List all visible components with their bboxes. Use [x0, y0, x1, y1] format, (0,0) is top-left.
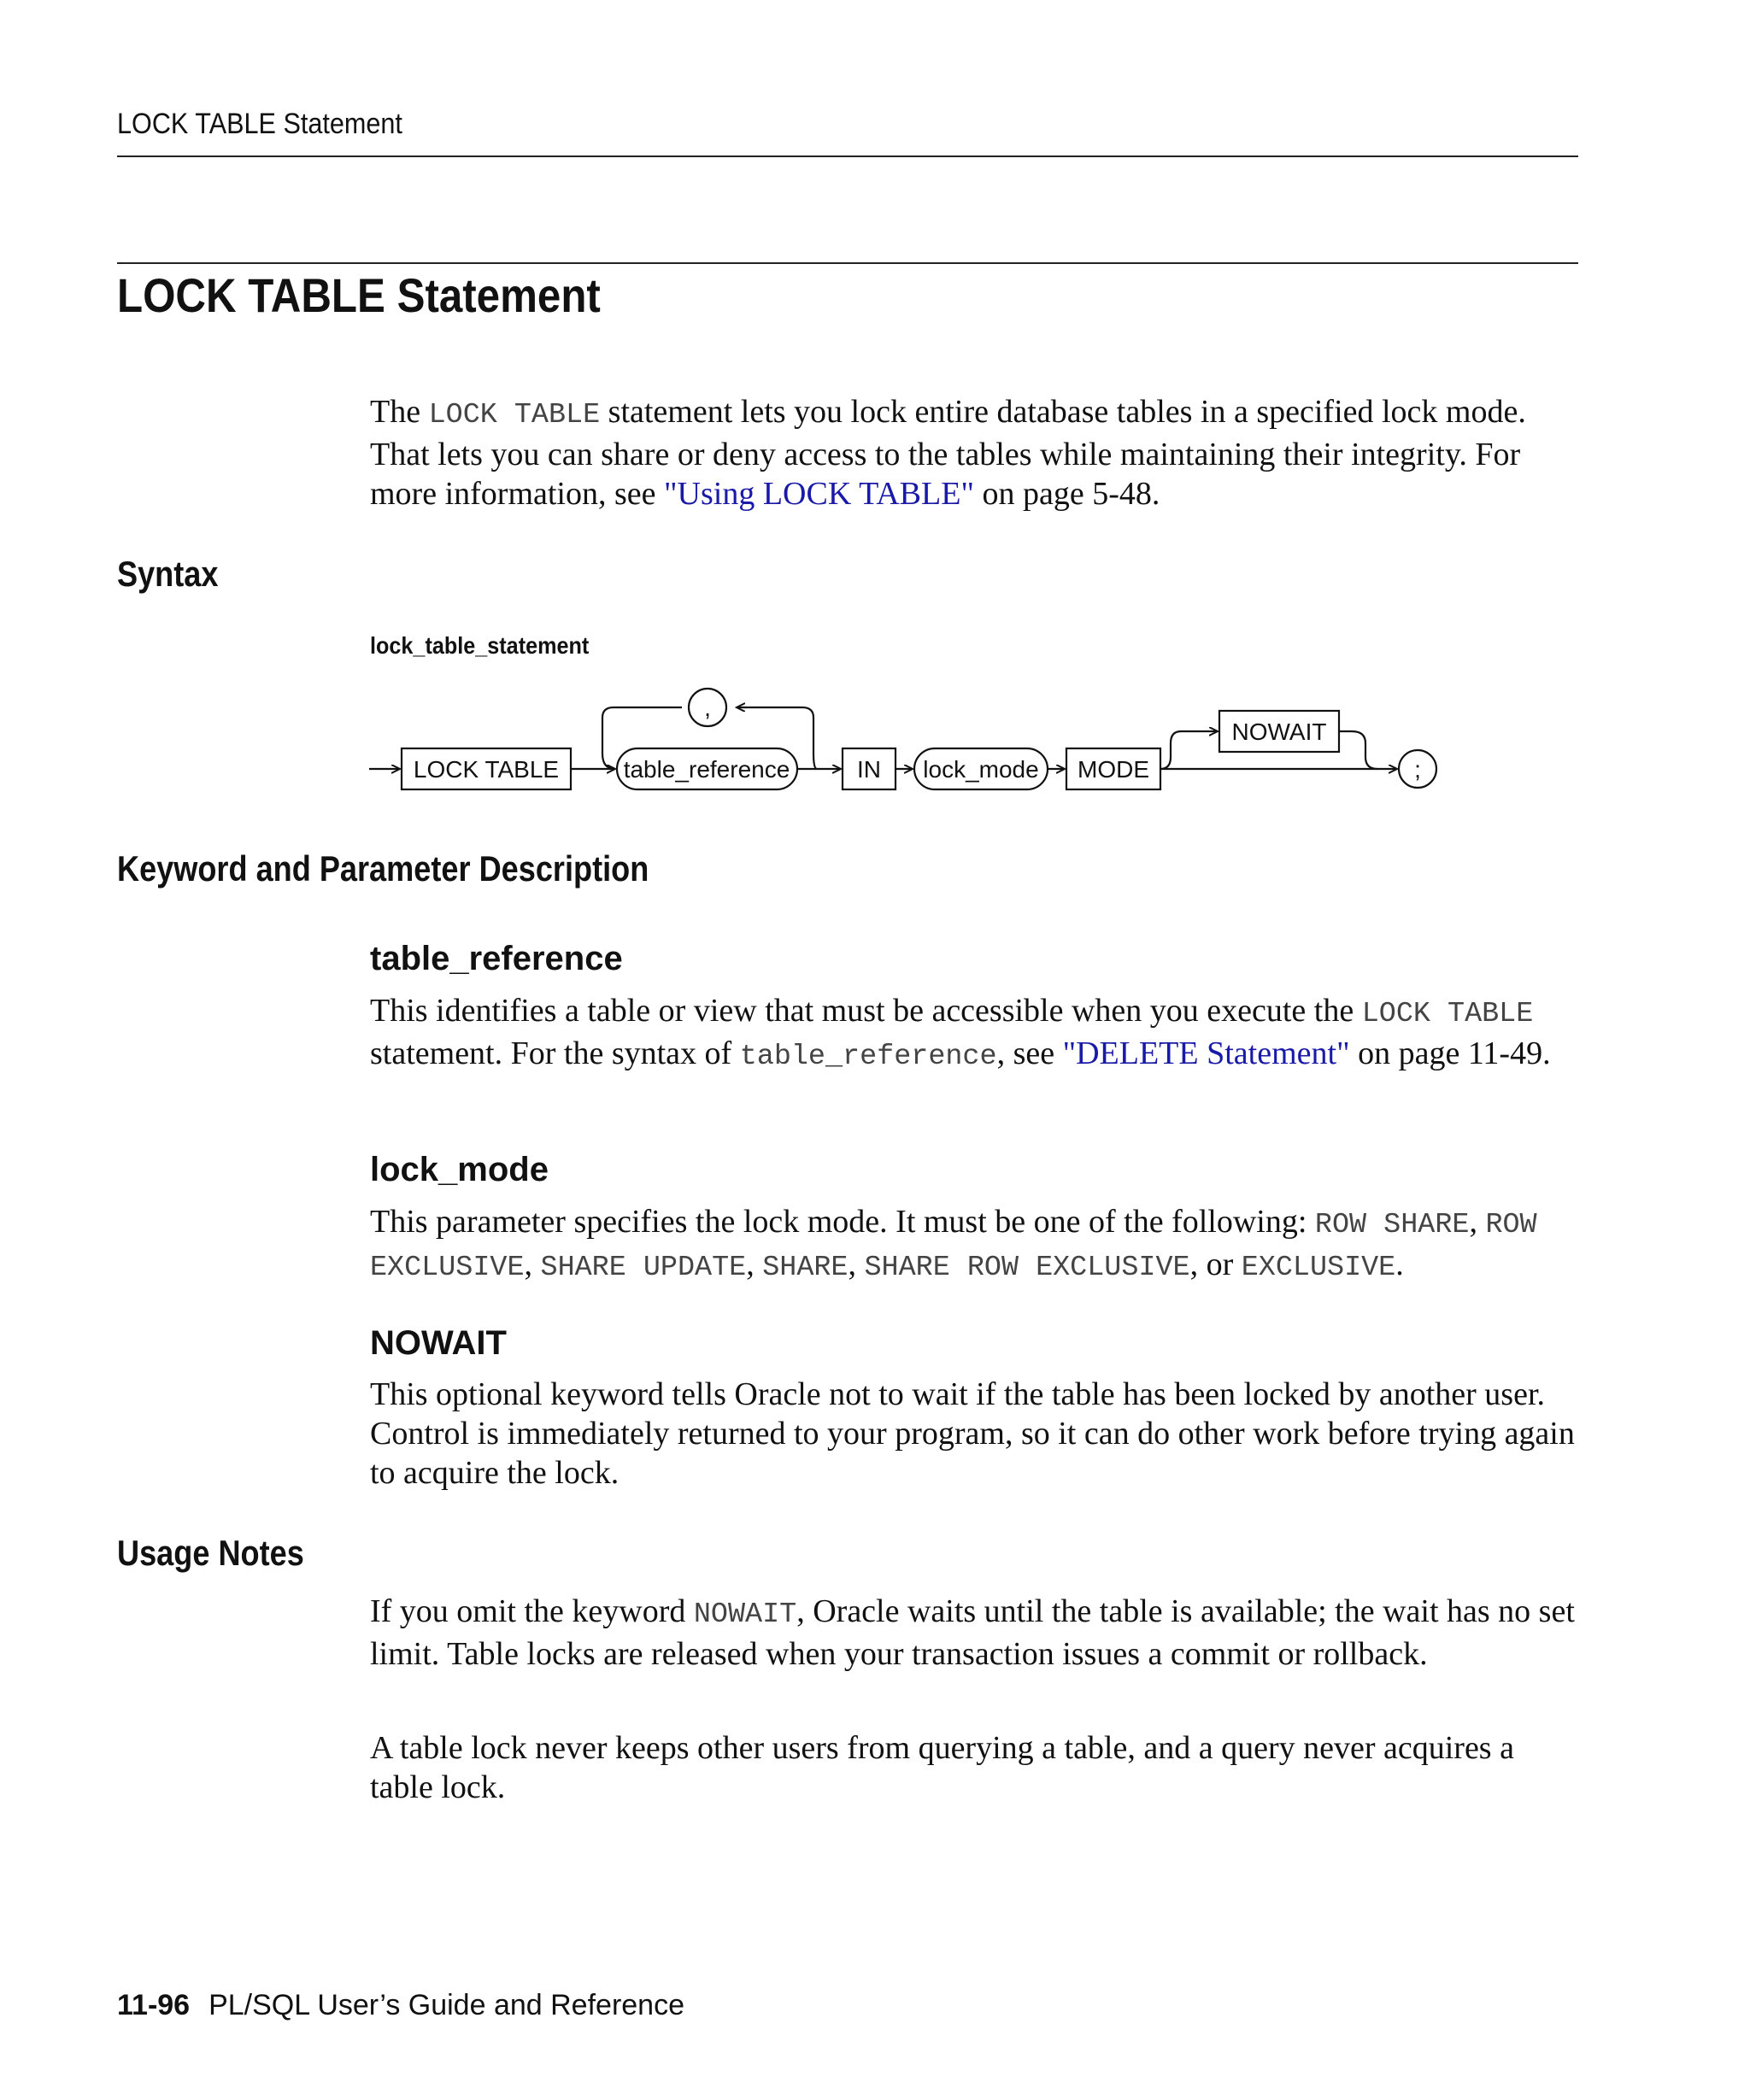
node-lock-table: LOCK TABLE — [413, 756, 560, 783]
tr-code-table-reference: table_reference — [739, 1041, 997, 1073]
intro-paragraph — [370, 392, 1583, 513]
nowait-heading: NOWAIT — [370, 1324, 507, 1362]
lm-code-row-share: ROW SHARE — [1314, 1209, 1470, 1241]
lm-text-1: This parameter specifies the lock mode. It must be one of the following: — [370, 1204, 1315, 1240]
intro-text-3: on page 5-48. — [973, 476, 1160, 512]
header-rule — [117, 155, 1578, 157]
intro-text-2: statement lets you lock entire database tables in a specified lock mode. That lets you can share or deny access to the tables while maintaining their integrity. For more information, see — [370, 394, 1526, 512]
tr-text-4: on page 11-49. — [1349, 1035, 1551, 1071]
tr-text-3: , see — [996, 1035, 1063, 1071]
syntax-railroad-diagram — [359, 675, 1461, 803]
syntax-diagram-label: lock_table_statement — [370, 632, 590, 659]
node-mode: MODE — [1078, 756, 1149, 783]
page-footer — [117, 1989, 684, 2022]
node-comma: , — [704, 695, 711, 721]
tr-code-lock-table: LOCK TABLE — [1361, 998, 1534, 1030]
lock-mode-heading: lock_mode — [370, 1151, 549, 1188]
usage-paragraph-1 — [370, 1592, 1583, 1674]
usage-notes-heading: Usage Notes — [117, 1533, 304, 1573]
lm-code-share: SHARE — [762, 1252, 849, 1284]
un-text-2: , Oracle waits until the table is available; the wait has no set limit. Table locks are released when your transaction issues a commit or rollback. — [370, 1593, 1575, 1672]
tr-text-1: This identifies a table or view that must be accessible when you execute the — [370, 993, 1362, 1029]
syntax-heading: Syntax — [117, 554, 219, 594]
usage-paragraph-2: A table lock never keeps other users from querying a table, and a query never acquires a table lock. — [370, 1730, 1514, 1805]
table-reference-heading: table_reference — [370, 940, 623, 977]
link-using-lock-table[interactable]: "Using LOCK TABLE" — [664, 476, 974, 512]
rail-nowait-branch-in — [1160, 731, 1218, 769]
node-in: IN — [857, 756, 881, 783]
intro-text-1: The — [370, 394, 429, 430]
lm-code-share-update: SHARE UPDATE — [540, 1252, 747, 1284]
book-title: PL/SQL User’s Guide and Reference — [208, 1989, 684, 2021]
nowait-paragraph: This optional keyword tells Oracle not to wait if the table has been locked by another user. Control is immediately returned to your program, so it can do other work before trying again to acquire the lock. — [370, 1376, 1575, 1491]
un-code-nowait: NOWAIT — [693, 1598, 797, 1631]
rail-nowait-branch-out — [1339, 731, 1377, 769]
node-nowait: NOWAIT — [1231, 719, 1327, 745]
running-header: LOCK TABLE Statement — [117, 108, 402, 140]
intro-code-lock-table: LOCK TABLE — [428, 399, 601, 431]
node-semicolon: ; — [1414, 756, 1421, 783]
node-lock-mode: lock_mode — [923, 756, 1039, 783]
tr-text-2: statement. For the syntax of — [370, 1035, 740, 1071]
lm-text-or: or — [1206, 1247, 1234, 1282]
node-table-reference: table_reference — [623, 756, 790, 783]
lm-code-share-row-exclusive: SHARE ROW EXCLUSIVE — [864, 1252, 1190, 1284]
lm-code-row-exclusive: ROW EXCLUSIVE — [370, 1209, 1537, 1284]
page-title: LOCK TABLE Statement — [117, 268, 601, 322]
page-number: 11-96 — [117, 1989, 191, 2021]
title-rule — [117, 262, 1578, 264]
lock-mode-paragraph: This parameter specifies the lock mode. It must be one of the following: ROW SHARE, ROW EXCLUSIVE, SHARE UPDATE, SHARE, SHARE ROW EXCLUSIVE, or EXCLUSIVE. — [370, 1204, 1537, 1284]
keywords-heading: Keyword and Parameter Description — [117, 848, 649, 889]
lm-code-exclusive: EXCLUSIVE — [1241, 1252, 1396, 1284]
un-text-1: If you omit the keyword — [370, 1593, 694, 1629]
table-reference-paragraph — [370, 991, 1583, 1076]
link-delete-statement[interactable]: "DELETE Statement" — [1062, 1035, 1350, 1071]
